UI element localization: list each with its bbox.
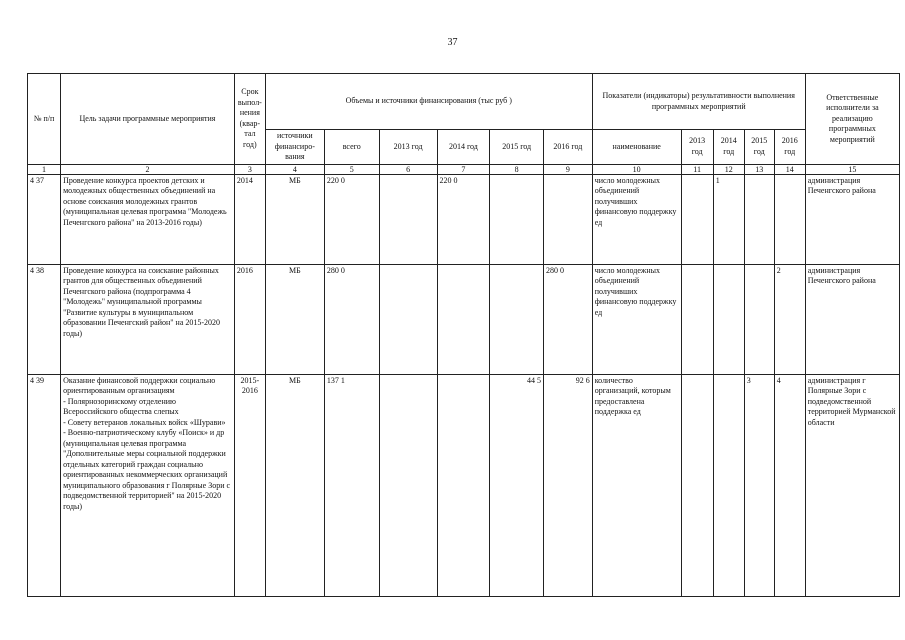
- page-number: 37: [447, 37, 458, 48]
- row-term: 2015-2016: [234, 374, 265, 596]
- table-row: [28, 374, 900, 596]
- header-responsible: Ответственные исполнители за реализацию программных мероприятий: [805, 74, 899, 165]
- row-indicator-2015: 3: [744, 374, 774, 596]
- row-indicator-2013: [681, 264, 713, 374]
- row-source: МБ: [265, 374, 324, 596]
- column-number: 15: [805, 164, 899, 174]
- row-goal-line: - Совету ветеранов локальных войск «Шурави»: [63, 417, 226, 427]
- row-2013: [379, 374, 437, 596]
- row-2014: [437, 264, 490, 374]
- row-indicator-name: число молодежных объединений получивших финансовую поддержку ед: [592, 174, 681, 264]
- header-goal: Цель задачи программные мероприятия: [61, 74, 235, 165]
- column-number: 13: [744, 164, 774, 174]
- column-number: 11: [681, 164, 713, 174]
- header-2016: 2016 год: [544, 130, 593, 165]
- row-indicator-2013: [681, 374, 713, 596]
- row-total: 280 0: [324, 264, 379, 374]
- column-number: 2: [61, 164, 235, 174]
- row-number: 4 39: [28, 374, 61, 596]
- row-goal-line: - Военно-патриотическому клубу «Поиск» и др (муниципальная целевая программа "Дополнительные меры социальной поддержки отдельных категорий граждан социально ориентированных некоммерческих организаций муниципального образования г Полярные Зори с подведомственной территорией" на 2015-2020 годы): [63, 428, 231, 511]
- column-number: 14: [774, 164, 805, 174]
- row-number: 4 37: [28, 174, 61, 264]
- row-goal-line: - Полярнозоринскому отделению Всероссийского общества слепых: [63, 396, 179, 416]
- header-2015: 2015 год: [490, 130, 544, 165]
- row-number: 4 38: [28, 264, 61, 374]
- header-2013: 2013 год: [379, 130, 437, 165]
- header-2014: 2014 год: [437, 130, 490, 165]
- row-goal: Проведение конкурса на соискание районных грантов для общественных объединений Печенгского района (подпрограмма 4 "Молодежь" муниципальной программы "Развитие культуры в муниципальном образовании Печенгский район" на 2015-2020 годы): [61, 264, 235, 374]
- program-activities-table: [27, 73, 900, 597]
- row-term: 2016: [234, 264, 265, 374]
- column-number: 9: [544, 164, 593, 174]
- header-funding-group: Объемы и источники финансирования (тыс руб ): [265, 74, 592, 130]
- header-indicator-2013: 2013 год: [681, 130, 713, 165]
- row-2016: 280 0: [544, 264, 593, 374]
- header-num: № п/п: [28, 74, 61, 165]
- column-number: 6: [379, 164, 437, 174]
- row-indicator-2013: [681, 174, 713, 264]
- header-indicator-2016: 2016 год: [774, 130, 805, 165]
- row-2014: 220 0: [437, 174, 490, 264]
- row-term: 2014: [234, 174, 265, 264]
- column-number: 8: [490, 164, 544, 174]
- header-indicator-2014: 2014 год: [713, 130, 744, 165]
- column-number: 12: [713, 164, 744, 174]
- column-number: 1: [28, 164, 61, 174]
- column-number: 10: [592, 164, 681, 174]
- row-goal-line: Оказание финансовой поддержки социально ориентированным организациям: [63, 375, 216, 395]
- header-term: Срок выпол-нения (квар-тал год): [234, 74, 265, 165]
- row-total: 220 0: [324, 174, 379, 264]
- column-number: 7: [437, 164, 490, 174]
- row-responsible: администрация г Полярные Зори с подведомственной территорией Мурманской области: [805, 374, 899, 596]
- row-2014: [437, 374, 490, 596]
- row-responsible: администрация Печенгского района: [805, 264, 899, 374]
- row-indicator-2016: 2: [774, 264, 805, 374]
- column-number: 5: [324, 164, 379, 174]
- table-row: [28, 264, 900, 374]
- table-row: [28, 174, 900, 264]
- row-2016: [544, 174, 593, 264]
- row-2013: [379, 174, 437, 264]
- row-indicator-2016: 4: [774, 374, 805, 596]
- row-goal: [61, 374, 235, 596]
- row-indicator-2014: [713, 264, 744, 374]
- row-responsible: администрация Печенгского района: [805, 174, 899, 264]
- column-number: 3: [234, 164, 265, 174]
- header-indicator-name: наименование: [592, 130, 681, 165]
- row-2015: 44 5: [490, 374, 544, 596]
- row-total: 137 1: [324, 374, 379, 596]
- header-total: всего: [324, 130, 379, 165]
- row-indicator-2014: [713, 374, 744, 596]
- row-2015: [490, 174, 544, 264]
- row-source: МБ: [265, 174, 324, 264]
- row-goal: Проведение конкурса проектов детских и молодежных общественных объединений на основе соискания молодежных грантов (муниципальная целевая программа "Молодежь Печенгского района" на 2013-2016 годы): [61, 174, 235, 264]
- row-indicator-2014: 1: [713, 174, 744, 264]
- row-2013: [379, 264, 437, 374]
- header-indicators-group: Показатели (индикаторы) результативности выполнения программных мероприятий: [592, 74, 805, 130]
- row-indicator-2015: [744, 264, 774, 374]
- row-indicator-2015: [744, 174, 774, 264]
- column-number-row: [28, 164, 900, 174]
- header-indicator-2015: 2015 год: [744, 130, 774, 165]
- header-row-top: [28, 74, 900, 130]
- header-sources: источники финансиро-вания: [265, 130, 324, 165]
- row-2016: 92 6: [544, 374, 593, 596]
- row-2015: [490, 264, 544, 374]
- row-indicator-name: число молодежных объединений получивших финансовую поддержку ед: [592, 264, 681, 374]
- row-indicator-name: количество организаций, которым предоставлена поддержка ед: [592, 374, 681, 596]
- row-source: МБ: [265, 264, 324, 374]
- row-indicator-2016: [774, 174, 805, 264]
- column-number: 4: [265, 164, 324, 174]
